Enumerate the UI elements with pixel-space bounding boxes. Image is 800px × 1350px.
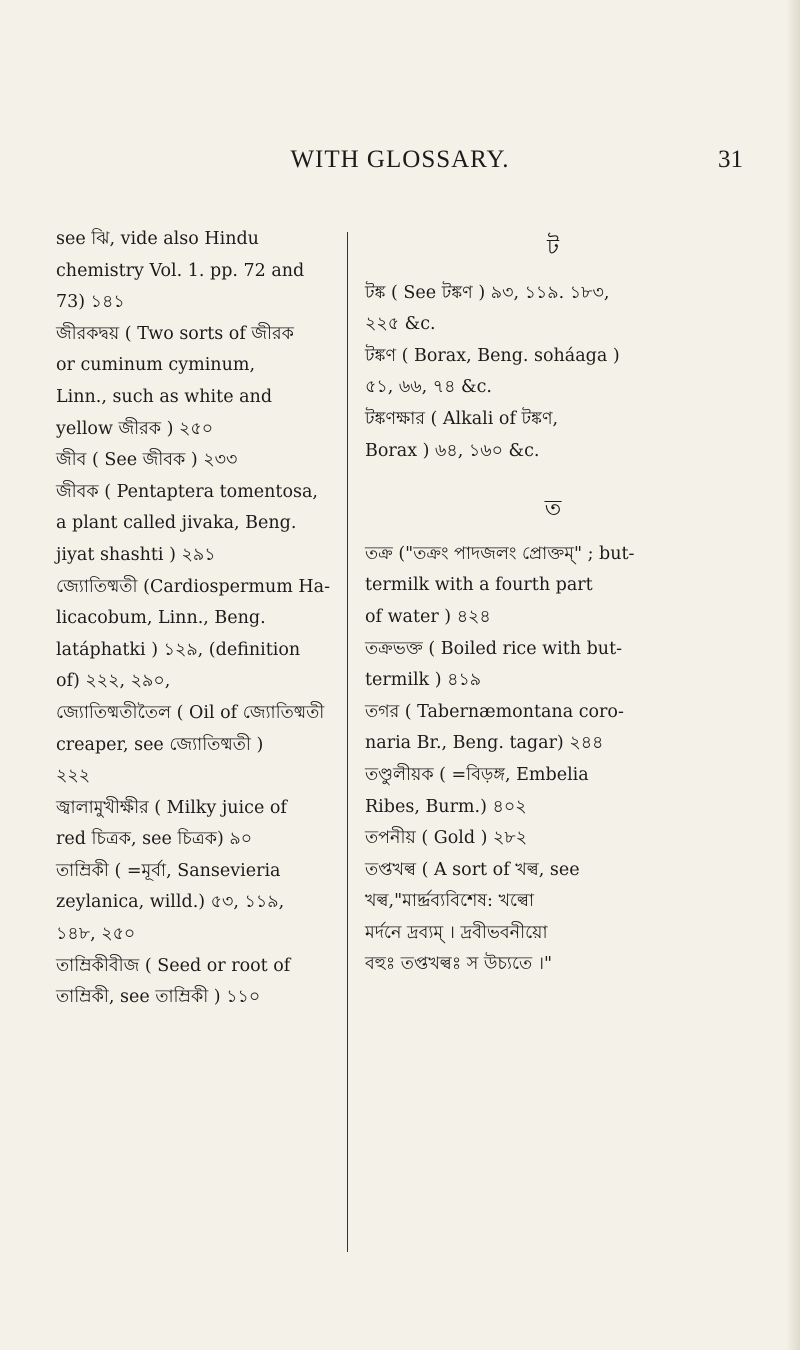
page-number: 31 bbox=[718, 146, 743, 173]
text-line: of water ) ৪২৪ bbox=[365, 606, 491, 627]
text-line: তাম্রিকী ( =মূর্বা, Sansevieria bbox=[56, 860, 281, 881]
text-line: Borax ) ৬৪, ১৬০ &c. bbox=[365, 440, 540, 461]
text-line: তক্রভক্ত ( Boiled rice with but- bbox=[365, 638, 623, 659]
text-line: ২২৫ &c. bbox=[365, 314, 436, 335]
text-line: Linn., such as white and bbox=[56, 386, 273, 407]
text-line: 73) ১৪১ bbox=[56, 292, 125, 313]
text-line: টঙ্কণ ( Borax, Beng. soháaga ) bbox=[365, 345, 620, 366]
text-line: zeylanica, willd.) ৫৩, ১১৯, bbox=[56, 892, 285, 913]
text-line: জ্যোতিষ্মতী (Cardiospermum Ha- bbox=[56, 576, 331, 597]
text-line: তপ্তখল্ব ( A sort of খল্ব, see bbox=[365, 859, 580, 880]
text-line: of) ২২২, ২৯০, bbox=[56, 671, 171, 692]
text-line: টঙ্ক ( See টঙ্কণ ) ৯৩, ১১৯. ১৮৩, bbox=[365, 282, 610, 303]
text-line: মর্দনে দ্রব্যম্ । দ্রবীভবনীয়ো bbox=[365, 922, 548, 943]
text-line: জীব ( See জীবক ) ২৩৩ bbox=[56, 450, 238, 471]
text-line: or cuminum cyminum, bbox=[56, 355, 256, 376]
text-line: Ribes, Burm.) ৪০২ bbox=[365, 796, 527, 817]
text-line: জীরকদ্বয় ( Two sorts of জীরক bbox=[56, 323, 294, 344]
text-line: তপনীয় ( Gold ) ২৮২ bbox=[365, 828, 528, 849]
running-header bbox=[0, 146, 800, 186]
text-line: ৫১, ৬৬, ৭৪ &c. bbox=[365, 377, 492, 398]
section-heading: ত bbox=[544, 496, 562, 522]
text-line: তগর ( Tabernæmontana coro- bbox=[365, 701, 624, 722]
text-line: তণ্ডুলীয়ক ( =বিড়ঙ্গ, Embelia bbox=[365, 764, 589, 785]
text-line: জ্যোতিষ্মতীতৈল ( Oil of জ্যোতিষ্মতী bbox=[56, 702, 325, 723]
text-line: টঙ্কণক্ষার ( Alkali of টঙ্কণ, bbox=[365, 408, 559, 429]
text-line: তাম্রিকী, see তাম্রিকী ) ১১০ bbox=[56, 987, 261, 1008]
header-title: WITH GLOSSARY. bbox=[290, 146, 510, 173]
column-divider bbox=[347, 232, 348, 1252]
text-line: বহুঃ তপ্তখল্বঃ স উচ্যতে ।" bbox=[365, 954, 553, 975]
text-line: তক্র ("তক্রং পাদজলং প্রোক্তম্" ; but- bbox=[365, 543, 635, 564]
section-heading: ট bbox=[547, 235, 559, 260]
left-column bbox=[56, 224, 341, 1014]
text-line: জ্বালামুখীক্ষীর ( Milky juice of bbox=[56, 797, 287, 818]
page-edge-shadow bbox=[786, 0, 800, 1350]
text-line: জীবক ( Pentaptera tomentosa, bbox=[56, 481, 318, 502]
text-line: creaper, see জ্যোতিষ্মতী ) bbox=[56, 734, 264, 755]
text-line: termilk with a fourth part bbox=[365, 575, 593, 596]
text-line: see ঝি, vide also Hindu bbox=[56, 229, 259, 249]
text-line: licacobum, Linn., Beng. bbox=[56, 608, 266, 629]
text-line: chemistry Vol. 1. pp. 72 and bbox=[56, 260, 305, 281]
text-line: ১৪৮, ২৫০ bbox=[56, 924, 136, 945]
text-line: yellow জীরক ) ২৫০ bbox=[56, 418, 214, 439]
text-line: তাম্রিকীবীজ ( Seed or root of bbox=[56, 955, 291, 976]
text-line: latáphatki ) ১২৯, (definition bbox=[56, 639, 301, 660]
text-line: খল্ব,"মাৰ্দ্দ্রব্যবিশেষ: খল্বো bbox=[365, 891, 535, 912]
text-line: red চিত্রক, see চিত্রক) ৯০ bbox=[56, 829, 253, 850]
text-line: jiyat shashti ) ২৯১ bbox=[56, 544, 216, 565]
text-line: a plant called jivaka, Beng. bbox=[56, 513, 297, 534]
text-line: termilk ) ৪১৯ bbox=[365, 670, 482, 691]
text-line: ২২২ bbox=[56, 766, 91, 787]
right-column bbox=[365, 224, 741, 981]
text-line: naria Br., Beng. tagar) ২৪৪ bbox=[365, 733, 604, 754]
